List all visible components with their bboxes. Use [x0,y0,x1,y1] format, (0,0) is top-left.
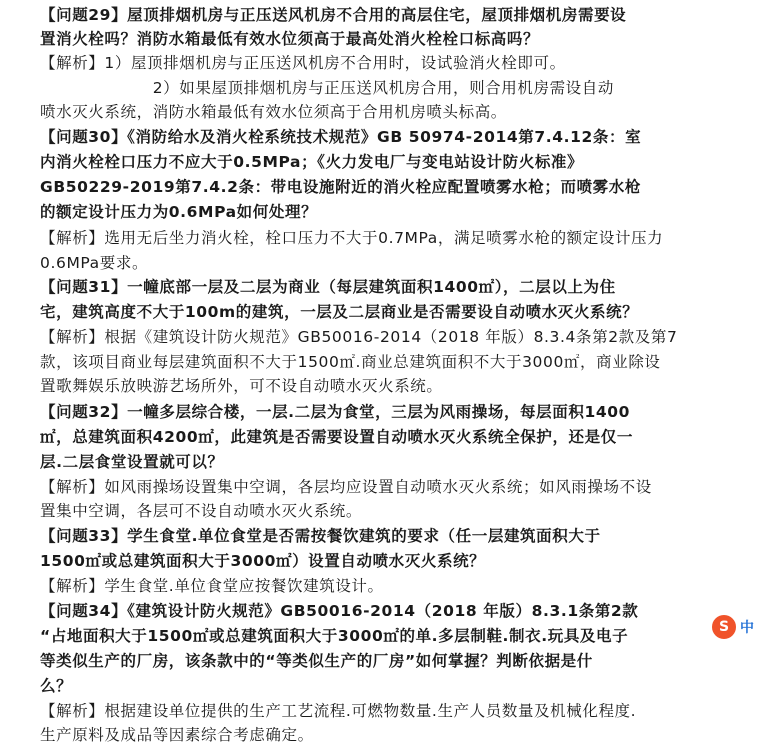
sogou-ime-icon[interactable]: S [712,615,736,639]
question-32-line-1: 【问题32】一幢多层综合楼，一层.二层为食堂，三层为风雨操场，每层面积1400 [40,403,630,421]
answer-33-line-1: 【解析】学生食堂.单位食堂应按餐饮建筑设计。 [40,577,384,595]
answer-30-line-1: 【解析】选用无后坐力消火栓，栓口压力不大于0.7MPa，满足喷雾水枪的额定设计压力 [40,229,664,247]
question-30-line-2: 内消火栓栓口压力不应大于0.5MPa；《火力发电厂与变电站设计防火标准》 [40,153,584,171]
question-30-line-4: 的额定设计压力为0.6MPa如何处理？ [40,203,318,221]
question-33-line-2: 1500㎡或总建筑面积大于3000㎡）设置自动喷水灭火系统？ [40,552,486,570]
question-31-line-1: 【问题31】一幢底部一层及二层为商业（每层建筑面积1400㎡），二层以上为住 [40,278,616,296]
question-30-line-3: GB50229-2019第7.4.2条：带电设施附近的消火栓应配置喷雾水枪；而喷雾水枪 [40,178,641,196]
answer-30-line-2: 0.6MPa要求。 [40,254,149,272]
question-34-line-2: “占地面积大于1500㎡或总建筑面积大于3000㎡的单.多层制鞋.制衣.玩具及电子 [40,627,629,645]
ime-mode-toggle[interactable]: 中 [740,620,754,636]
ime-toolbar[interactable] [712,614,757,640]
answer-32-line-2: 置集中空调，各层可不设自动喷水灭火系统。 [40,502,363,520]
answer-31-line-1: 【解析】根据《建筑设计防火规范》GB50016-2014（2018 年版）8.3.4条第2款及第7 [40,328,678,346]
question-32-line-3: 层.二层食堂设置就可以？ [40,453,224,471]
answer-34-line-2: 生产原料及成品等因素综合考虑确定。 [40,726,314,744]
answer-29-line-3: 喷水灭火系统，消防水箱最低有效水位须高于合用机房喷头标高。 [40,103,507,121]
answer-29-line-2: 2）如果屋顶排烟机房与正压送风机房合用，则合用机房需设自动 [40,79,614,97]
answer-31-line-3: 置歌舞娱乐放映游艺场所外，可不设自动喷水灭火系统。 [40,377,443,395]
question-29-line-2: 置消火栓吗？消防水箱最低有效水位须高于最高处消火栓栓口标高吗？ [40,30,540,48]
question-34-line-1: 【问题34】《建筑设计防火规范》GB50016-2014（2018 年版）8.3.1条第2款 [40,602,639,620]
answer-31-line-2: 款，该项目商业每层建筑面积不大于1500㎡.商业总建筑面积不大于3000㎡，商业除设 [40,353,661,371]
question-34-line-3: 等类似生产的厂房，该条款中的“等类似生产的厂房”如何掌握？判断依据是什 [40,652,593,670]
question-29-line-1: 【问题29】屋顶排烟机房与正压送风机房不合用的高层住宅，屋顶排烟机房需要设 [40,6,627,24]
question-31-line-2: 宅，建筑高度不大于100m的建筑，一层及二层商业是否需要设自动喷水灭火系统？ [40,303,639,321]
question-30-line-1: 【问题30】《消防给水及消火栓系统技术规范》GB 50974-2014第7.4.12条：室 [40,128,642,146]
answer-34-line-1: 【解析】根据建设单位提供的生产工艺流程.可燃物数量.生产人员数量及机械化程度. [40,702,637,720]
question-34-line-4: 么？ [40,677,73,695]
answer-32-line-1: 【解析】如风雨操场设置集中空调，各层均应设置自动喷水灭火系统；如风雨操场不设 [40,478,652,496]
question-33-line-1: 【问题33】学生食堂.单位食堂是否需按餐饮建筑的要求（任一层建筑面积大于 [40,527,601,545]
answer-29-line-1: 【解析】1）屋顶排烟机房与正压送风机房不合用时，设试验消火栓即可。 [40,54,566,72]
question-32-line-2: ㎡，总建筑面积4200㎡，此建筑是否需要设置自动喷水灭火系统全保护，还是仅一 [40,428,633,446]
